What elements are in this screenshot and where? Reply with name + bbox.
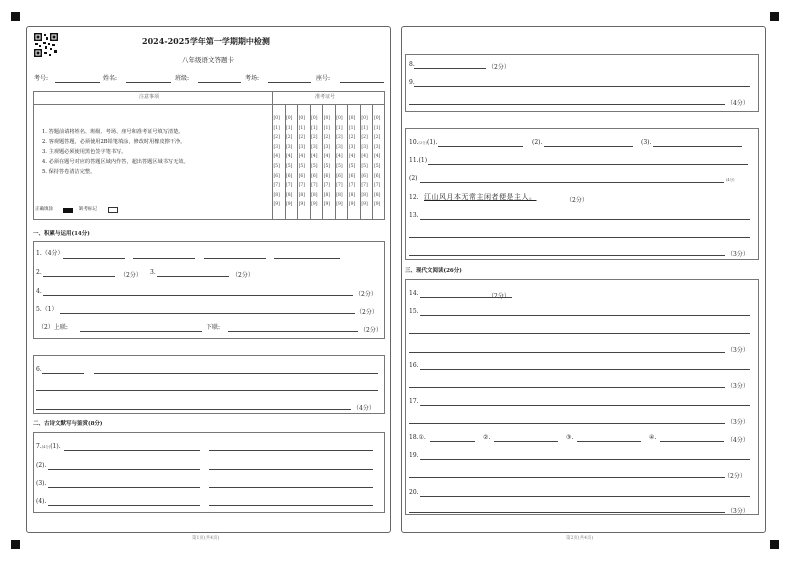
exam-id-bubble[interactable]: [6] (273, 173, 280, 179)
answer-line-q18-4[interactable] (660, 441, 724, 442)
exam-id-bubble[interactable]: [3] (336, 144, 343, 150)
answer-line-q14[interactable] (420, 297, 490, 298)
answer-line-q7-1a[interactable] (64, 450, 200, 451)
subquestion-10-3: (3). (641, 139, 652, 146)
points-q7: (4分) (41, 445, 51, 449)
points-q13: （3分） (727, 251, 749, 258)
answer-line-q18-2[interactable] (494, 441, 558, 442)
answer-line-q10-1[interactable] (438, 146, 523, 147)
exam-id-bubble[interactable]: [3] (323, 144, 331, 150)
answer-line-couplet-upper[interactable] (80, 331, 202, 332)
exam-id-bubble[interactable]: [6] (298, 173, 305, 179)
exam-id-bubble[interactable]: [0] (348, 116, 356, 121)
question-number-19: 19. (409, 452, 419, 459)
answer-line-q17-a[interactable] (420, 405, 750, 406)
section-heading-1: 一、积累与运用(14分) (33, 231, 90, 237)
question-number-13: 13. (409, 212, 419, 219)
question-number-10-label: 10. (409, 139, 419, 146)
answer-box-q6 (33, 355, 385, 414)
points-q19: （2分） (724, 473, 746, 480)
field-label-seat: 座号: (316, 75, 331, 82)
exam-id-bubble[interactable]: [2] (348, 135, 356, 141)
exam-id-bubble[interactable]: [6] (336, 173, 343, 179)
points-q11: (4分) (726, 178, 735, 182)
points-q20: （3分） (727, 508, 749, 515)
answer-line-q7-1b[interactable] (209, 450, 373, 451)
class-field[interactable] (198, 82, 241, 83)
answer-line-q5-1[interactable] (60, 313, 355, 314)
exam-id-bubble[interactable]: [9] (286, 202, 293, 208)
registration-mark-bl (11, 540, 20, 549)
question-number-4: 4. (36, 288, 42, 295)
exam-id-bubble[interactable]: [2] (336, 135, 343, 141)
exam-id-bubble[interactable]: [6] (361, 173, 368, 179)
points-q6: （4分） (353, 405, 375, 412)
answer-box-q7 (33, 432, 385, 513)
exam-id-bubble[interactable]: [8] (361, 192, 368, 198)
answer-line-q14-tail[interactable] (488, 297, 512, 298)
exam-id-bubble[interactable]: [6] (311, 173, 318, 179)
points-q5-2: （2分） (360, 327, 382, 334)
points-q17: （3分） (727, 419, 749, 426)
exam-id-bubble[interactable]: [0] (286, 116, 293, 121)
exam-room-field[interactable] (268, 82, 311, 83)
couplet-lower-label: 下联: (206, 324, 221, 331)
answer-line-q20-a[interactable] (420, 496, 750, 497)
question-number-7 (36, 444, 61, 450)
qr-code-icon (33, 32, 59, 58)
exam-id-bubble[interactable]: [1] (273, 125, 280, 131)
question-number-10 (409, 140, 437, 146)
notice-item: 3. 主观题必须使用黑色签字笔书写。 (42, 149, 127, 155)
answer-line-q13-a[interactable] (420, 219, 750, 220)
exam-id-bubble[interactable]: [7] (286, 183, 293, 189)
name-field[interactable] (126, 82, 171, 83)
exam-id-bubble[interactable]: [4] (336, 154, 343, 160)
subquestion-11-2: (2) (409, 175, 418, 182)
answer-line-q7-4b[interactable] (209, 505, 373, 506)
section-heading-2: 二、古诗文默写与鉴赏(8分) (33, 421, 103, 427)
correct-fill-sample (63, 208, 73, 213)
points-q18: （4分） (727, 437, 749, 444)
exam-id-bubble[interactable]: [8] (336, 192, 343, 198)
exam-id-bubble[interactable]: [3] (298, 144, 305, 150)
exam-id-bubble[interactable]: [2] (361, 135, 368, 141)
exam-id-bubble[interactable]: [5] (323, 164, 331, 169)
points-q9: （4分） (727, 100, 749, 107)
exam-id-bubble[interactable]: [5] (348, 164, 356, 169)
question-number-17: 17. (409, 398, 419, 405)
answer-line-q9-a[interactable] (414, 86, 750, 87)
exam-id-bubble[interactable]: [3] (311, 144, 318, 150)
exam-id-bubble[interactable]: [7] (348, 183, 356, 189)
exam-id-bubble[interactable]: [9] (336, 202, 343, 208)
exam-id-bubble[interactable]: [5] (336, 164, 343, 169)
exam-id-bubble[interactable]: [1] (336, 125, 343, 131)
exam-id-bubble[interactable]: [9] (273, 202, 280, 208)
exam-id-bubble[interactable]: [7] (361, 183, 368, 189)
subquestion-7-4: (4). (36, 498, 47, 505)
answer-line-q9-b[interactable] (409, 104, 725, 105)
exam-id-bubble[interactable]: [4] (311, 154, 318, 160)
points-q2: （2分） (120, 272, 142, 279)
answer-line-q6-c[interactable] (36, 390, 378, 391)
points-q5-1: （2分） (356, 309, 378, 316)
exam-id-bubble[interactable]: [8] (298, 192, 305, 198)
subquestion-7-2: (2). (36, 462, 47, 469)
exam-id-bubble[interactable]: [9] (311, 202, 318, 208)
exam-id-bubble[interactable]: [1] (286, 125, 293, 131)
exam-id-bubble[interactable]: [8] (348, 192, 356, 198)
exam-id-bubble[interactable]: [2] (273, 135, 280, 141)
exam-id-bubble[interactable]: [9] (373, 202, 381, 208)
answer-line-q6-b[interactable] (94, 373, 378, 374)
subquestion-18-4: ④. (649, 434, 657, 441)
answer-line-q7-3b[interactable] (209, 487, 373, 488)
field-label-exam-room: 考场: (245, 75, 260, 82)
answer-line-q13-c[interactable] (409, 255, 725, 256)
exam-id-bubble[interactable]: [0] (323, 116, 331, 121)
exam-id-bubble[interactable]: [5] (373, 164, 381, 169)
exam-id-bubble[interactable]: [3] (273, 144, 280, 150)
exam-id-bubble[interactable]: [1] (323, 125, 331, 131)
exam-id-bubble[interactable]: [7] (311, 183, 318, 189)
points-q15: （3分） (727, 347, 749, 354)
answer-line-q1-c[interactable] (204, 258, 266, 259)
sentence-to-mark-q12: 江山风月本无常主闲者便是主人。 (424, 193, 537, 201)
question-number-8: 8. (409, 61, 415, 68)
subquestion-7-1: (1). (50, 443, 61, 450)
exam-id-bubble-grid (272, 104, 385, 220)
answer-line-q7-2a[interactable] (48, 469, 200, 470)
exam-id-bubble[interactable]: [1] (373, 125, 381, 131)
exam-id-bubble[interactable]: [6] (373, 173, 381, 179)
notice-item: 1. 答题前请将姓名、班级、考场、座号和准考证号填写清楚。 (42, 129, 184, 135)
points-q10: (3分) (418, 141, 428, 145)
exam-id-bubble[interactable]: [1] (361, 125, 368, 131)
answer-line-couplet-lower[interactable] (228, 331, 358, 332)
exam-id-bubble[interactable]: [4] (361, 154, 368, 160)
answer-line-q18-3[interactable] (577, 441, 641, 442)
exam-id-bubble[interactable]: [7] (273, 183, 280, 189)
exam-id-bubble[interactable]: [8] (311, 192, 318, 198)
question-number-14: 14. (409, 290, 419, 297)
exam-id-bubble[interactable]: [9] (361, 202, 368, 208)
exam-id-bubble[interactable]: [0] (311, 116, 318, 121)
answer-line-q16-a[interactable] (420, 369, 750, 370)
subquestion-10-1: (1). (427, 139, 438, 146)
answer-line-q15-c[interactable] (409, 352, 725, 353)
section-heading-3: 三、现代文阅读(26分) (405, 268, 462, 274)
answer-line-q19-b[interactable] (409, 477, 725, 478)
answer-line-q1-d[interactable] (274, 258, 340, 259)
exam-id-bubble[interactable]: [5] (273, 164, 280, 169)
exam-id-bubble[interactable]: [1] (298, 125, 305, 131)
exam-id-bubble[interactable]: [5] (286, 164, 293, 169)
couplet-upper-label: （2）上联: (38, 324, 68, 331)
question-number-20: 20. (409, 489, 419, 496)
answer-line-q20-b[interactable] (409, 512, 725, 513)
answer-line-q10-2[interactable] (544, 146, 633, 147)
answer-line-q7-4a[interactable] (48, 505, 200, 506)
exam-id-bubble[interactable]: [2] (323, 135, 331, 141)
subquestion-18-2: ②. (483, 434, 491, 441)
exam-id-bubble[interactable]: [4] (298, 154, 305, 160)
question-number-16: 16. (409, 362, 419, 369)
registration-mark-br (770, 540, 779, 549)
exam-id-bubble[interactable]: [6] (348, 173, 356, 179)
page-subtitle: 八年级语文答题卡 (182, 56, 234, 64)
points-q8: （2分） (488, 64, 510, 71)
exam-id-bubble[interactable]: [3] (286, 144, 293, 150)
page-title: 2024-2025学年第一学期期中检测 (142, 36, 270, 46)
field-label-name: 姓名: (103, 75, 118, 82)
subquestion-18-3: ③. (566, 434, 574, 441)
exam-number-field[interactable] (55, 82, 100, 83)
exam-id-bubble[interactable]: [2] (373, 135, 381, 141)
answer-line-q18-1[interactable] (430, 441, 475, 442)
question-number-1: 1.（4分） (36, 250, 64, 257)
exam-id-bubble[interactable]: [7] (373, 183, 381, 189)
exam-id-bubble[interactable]: [6] (323, 173, 331, 179)
field-label-class: 班级: (175, 75, 190, 82)
subquestion-10-2: (2). (532, 139, 543, 146)
answer-line-q2[interactable] (43, 276, 115, 277)
absent-mark-label: 缺考标记 (79, 207, 97, 212)
exam-id-bubble[interactable]: [7] (336, 183, 343, 189)
points-q12: （2分） (566, 197, 588, 204)
question-number-7-label: 7. (36, 443, 42, 450)
field-label-exam-number: 考号: (34, 75, 49, 82)
answer-line-q13-b[interactable] (409, 237, 750, 238)
exam-id-bubble[interactable]: [0] (361, 116, 368, 121)
answer-line-q6-a[interactable] (42, 373, 84, 374)
question-number-11: 11.(1) (409, 157, 428, 164)
exam-id-bubble[interactable]: [4] (273, 154, 280, 160)
exam-id-bubble[interactable]: [4] (348, 154, 356, 160)
exam-id-bubble[interactable]: [0] (336, 116, 343, 121)
answer-line-q4[interactable] (43, 295, 353, 296)
notice-item: 2. 客观题答题，必须使用2B铅笔填涂，修改时用橡皮擦干净。 (42, 139, 186, 145)
absent-mark-box[interactable] (108, 207, 118, 213)
answer-line-q10-3[interactable] (653, 146, 742, 147)
answer-line-q16-b[interactable] (409, 387, 725, 388)
answer-line-q11-1[interactable] (428, 164, 748, 165)
exam-id-bubble[interactable]: [8] (286, 192, 293, 198)
subquestion-7-3: (3). (36, 480, 47, 487)
exam-id-bubble[interactable]: [3] (348, 144, 356, 150)
exam-id-bubble[interactable]: [5] (311, 164, 318, 169)
exam-id-bubble[interactable]: [6] (286, 173, 293, 179)
page-footer-right: 第2页(共4页) (566, 536, 594, 541)
registration-mark-tr (770, 12, 779, 21)
exam-id-bubble[interactable]: [4] (286, 154, 293, 160)
question-number-5: 5.（1） (36, 306, 58, 313)
answer-line-q15-b[interactable] (409, 333, 750, 334)
notice-heading: 注意事项 (139, 94, 160, 100)
page-footer-left: 第1页(共4页) (192, 536, 220, 541)
answer-line-q1-b[interactable] (133, 258, 195, 259)
answer-line-q17-b[interactable] (409, 423, 725, 424)
exam-id-bubble[interactable]: [2] (286, 135, 293, 141)
exam-id-bubble[interactable]: [0] (298, 116, 305, 121)
exam-id-bubble[interactable]: [0] (373, 116, 381, 121)
exam-id-bubble[interactable]: [5] (298, 164, 305, 169)
answer-line-q1-a[interactable] (63, 258, 125, 259)
notice-item: 4. 必须在题号对应的答题区域内作答，超出答题区域书写无效。 (42, 159, 189, 165)
seat-field[interactable] (340, 82, 384, 83)
exam-id-bubble[interactable]: [4] (323, 154, 331, 160)
answer-line-q15-a[interactable] (420, 315, 750, 316)
exam-id-bubble[interactable]: [2] (311, 135, 318, 141)
exam-id-bubble[interactable]: [8] (373, 192, 381, 198)
exam-id-bubble[interactable]: [5] (361, 164, 368, 169)
exam-id-bubble[interactable]: [1] (348, 125, 356, 131)
answer-line-q7-2b[interactable] (209, 469, 373, 470)
answer-line-q6-d[interactable] (36, 409, 351, 410)
exam-id-bubble[interactable]: [7] (298, 183, 305, 189)
exam-id-bubble[interactable]: [9] (298, 202, 305, 208)
registration-mark-tl (11, 12, 20, 21)
answer-line-q11-2[interactable] (420, 182, 724, 183)
notice-item: 5. 保持答卷清洁完整。 (42, 169, 96, 175)
answer-line-q7-3a[interactable] (48, 487, 200, 488)
answer-line-q19-a[interactable] (420, 459, 750, 460)
points-q3: （2分） (232, 272, 254, 279)
question-number-15: 15. (409, 308, 419, 315)
points-q14: （2分） (488, 293, 510, 300)
exam-id-bubble[interactable]: [0] (273, 116, 280, 121)
question-number-6: 6. (36, 366, 42, 373)
exam-id-heading: 准考证号 (315, 94, 336, 100)
question-number-9: 9. (409, 79, 415, 86)
exam-id-bubble[interactable]: [1] (311, 125, 318, 131)
question-number-12: 12. (409, 194, 419, 201)
points-q4: （2分） (355, 291, 377, 298)
exam-id-bubble[interactable]: [4] (373, 154, 381, 160)
exam-id-bubble[interactable]: [9] (323, 202, 331, 208)
correct-fill-label: 正确填涂 (35, 207, 53, 212)
question-number-3: 3. (150, 269, 156, 276)
exam-id-bubble[interactable]: [8] (273, 192, 280, 198)
answer-line-q3[interactable] (157, 276, 229, 277)
exam-id-bubble[interactable]: [9] (348, 202, 356, 208)
answer-line-q8[interactable] (414, 68, 486, 69)
exam-id-bubble[interactable]: [8] (323, 192, 331, 198)
question-number-18: 18.①. (409, 434, 426, 441)
exam-id-bubble[interactable]: [7] (323, 183, 331, 189)
exam-id-bubble[interactable]: [3] (373, 144, 381, 150)
question-number-2: 2. (36, 269, 42, 276)
points-q16: （3分） (727, 383, 749, 390)
exam-id-bubble[interactable]: [2] (298, 135, 305, 141)
exam-id-bubble[interactable]: [3] (361, 144, 368, 150)
